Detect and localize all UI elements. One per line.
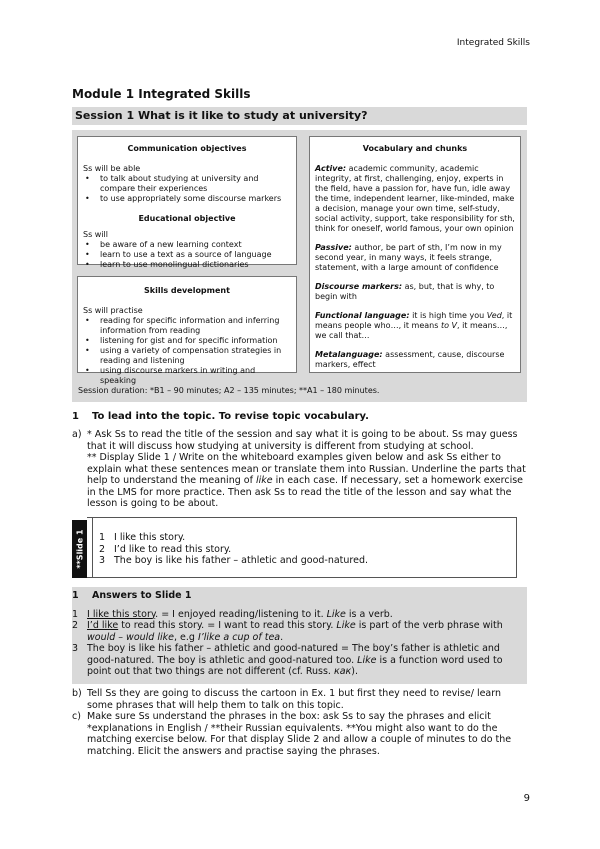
communication-objectives-heading: Communication objectives — [127, 144, 247, 153]
answer-number: 1 — [72, 608, 79, 620]
section-heading-text: To lead into the topic. To revise topic vocabulary. — [92, 411, 369, 422]
metalanguage-text: assessment, cause, discourse markers, effect — [315, 350, 505, 369]
discourse-label: Discourse markers: — [315, 282, 403, 291]
functional-text: , it means…, we call that… — [315, 321, 508, 340]
active-vocab — [315, 164, 515, 234]
list-item: • using a variety of compensation strategies in reading and listening — [83, 346, 291, 366]
paragraph-label: b) — [72, 688, 82, 699]
slide-line — [99, 544, 510, 556]
list-item: • learn to use a text as a source of language — [83, 250, 291, 260]
paragraph-a-text-2b: in each case. If necessary, set a homework exercise in the LMS for more practice. Then ask Ss to read the title of the lesson and say what the lesson is going to be about. — [87, 475, 524, 509]
paragraph-label: a) — [72, 429, 82, 440]
slide-1-label — [72, 520, 87, 578]
functional-text: , it means people who…, it means — [315, 311, 513, 330]
educational-list — [83, 240, 291, 270]
paragraph-b-text: Tell Ss they are going to discuss the cartoon in Ex. 1 but first they need to revise/ learn some phrases that will help them to talk on this topic. — [87, 688, 502, 711]
italic-phrase: I’like a cup of tea — [197, 631, 281, 643]
answers-heading — [72, 590, 527, 602]
answer-row — [72, 609, 527, 621]
page-number: 9 — [523, 793, 530, 804]
answer-row — [72, 643, 527, 678]
underlined-phrase: I’d like — [87, 620, 119, 631]
communication-list — [83, 174, 291, 204]
answers-panel — [72, 587, 527, 684]
underlined-phrase: I like this story — [87, 608, 156, 620]
list-item: • using discourse markers in writing and speaking — [83, 366, 291, 386]
slide-line — [99, 532, 510, 544]
answer-text: is a function word used to point out that two things are not different (cf. Russ. — [87, 654, 503, 677]
session-title: Session 1 What is it like to study at university? — [72, 107, 527, 125]
section-number: 1 — [72, 411, 79, 422]
list-item: • reading for specific information and inferring information from reading — [83, 316, 291, 336]
line-number: 1 — [99, 532, 106, 543]
session-duration: Session duration: *B1 – 90 minutes; A2 – 135 minutes; **A1 – 180 minutes. — [78, 386, 380, 395]
functional-label: Functional language: — [315, 311, 410, 320]
vocabulary-box — [309, 136, 521, 373]
russian-word: как — [333, 666, 352, 677]
paragraph-a-text-2a: ** Display Slide 1 / Write on the whiteboard examples given below and ask Ss either to explain what these sentences mean or translate them into Russian. Underline the parts that help to understand the meaning of — [87, 452, 526, 486]
active-text: academic community, academic integrity, at first, challenging, enjoy, experts in the field, have a passion for, have fun, idle away the time, independent learner, like-minded, make a decision, manage your own time, self-study, social activity, support, take responsibility for sth, think for oneself, world famous, your own opinion — [315, 164, 515, 233]
italic-word: Like — [326, 608, 346, 620]
module-title: Module 1 Integrated Skills — [72, 87, 251, 101]
answers-heading-text: Answers to Slide 1 — [92, 590, 192, 601]
answer-text: The boy is like his father – athletic and good-natured = The boy’s father is athletic and good-natured. The boy is athletic and good-natured too. — [87, 643, 500, 666]
objectives-box — [77, 136, 297, 269]
answer-text: to read this story. = I want to read this story. — [118, 620, 337, 631]
answer-text: ). — [351, 666, 359, 677]
line-number: 3 — [99, 555, 106, 566]
line-text: I like this story. — [114, 532, 186, 543]
slide-line — [99, 555, 510, 567]
italic-word: Like — [336, 620, 356, 631]
section-1-heading — [72, 411, 369, 422]
paragraph-c-text: Make sure Ss understand the phrases in the box: ask Ss to say the phrases and elicit *explanations in English / **their Russian equivalents. **You might also want to do the matching exercise below. For that display Slide 2 and allow a couple of minutes to do the matching. Elicit the answers and practise saying the phrases. — [87, 711, 512, 757]
paragraph-a-text-2 — [87, 452, 527, 510]
paragraph-a — [72, 429, 527, 510]
list-item: • to use appropriately some discourse markers — [83, 194, 291, 204]
slide-1-label-text: **Slide 1 — [75, 529, 84, 569]
answer-text: is a verb. — [345, 608, 393, 620]
line-number: 2 — [99, 543, 106, 555]
line-text: I’d like to read this story. — [114, 543, 232, 555]
list-item: • learn to use monolingual dictionaries — [83, 260, 291, 270]
italic-phrase: would – would like — [87, 631, 174, 643]
paragraph-b — [72, 688, 527, 711]
answer-text: , e.g — [173, 631, 198, 643]
functional-text: it is high time you — [409, 311, 487, 320]
paragraph-label: c) — [72, 711, 81, 722]
list-item: • be aware of a new learning context — [83, 240, 291, 250]
active-label: Active: — [315, 164, 347, 173]
answer-text: is part of the verb phrase with — [355, 620, 503, 631]
skills-intro: Ss will practise — [83, 306, 143, 315]
discourse-markers — [315, 282, 515, 302]
metalanguage-label: Metalanguage: — [315, 350, 383, 359]
passive-label: Passive: — [315, 243, 352, 252]
functional-tov: to V — [440, 321, 457, 330]
discourse-text: as, but, that is why, to begin with — [315, 282, 495, 301]
paragraph-c — [72, 711, 527, 757]
answer-number: 2 — [72, 620, 79, 631]
like-word: like — [255, 475, 273, 486]
italic-word: Like — [357, 654, 377, 666]
skills-box — [77, 276, 297, 385]
skills-heading: Skills development — [144, 286, 230, 295]
functional-ved: Ved — [486, 311, 502, 320]
functional-language — [315, 311, 515, 341]
list-item: • to talk about studying at university and compare their experiences — [83, 174, 291, 194]
answer-text: . — [280, 631, 284, 643]
paragraph-a-text-1: * Ask Ss to read the title of the session and say what it is going to be about. Ss may guess that it will discuss how studying at university is different from studying at school. — [87, 429, 518, 452]
answer-row — [72, 620, 527, 643]
passive-text: author, be part of sth, I’m now in my second year, in many ways, it feels strange, statement, with a large amount of confidence — [315, 243, 502, 272]
list-item: • listening for gist and for specific information — [83, 336, 291, 346]
communication-intro: Ss will be able — [83, 164, 141, 173]
running-head: Integrated Skills — [456, 38, 530, 48]
answers-number: 1 — [72, 590, 79, 601]
skills-list — [83, 316, 291, 386]
answer-number: 3 — [72, 643, 79, 654]
educational-intro: Ss will — [83, 230, 108, 239]
passive-vocab — [315, 243, 515, 273]
line-text: The boy is like his father – athletic and good-natured. — [114, 555, 369, 566]
answer-text: . = I enjoyed reading/listening to it. — [155, 608, 327, 620]
slide-1-box — [92, 517, 517, 578]
educational-objective-heading: Educational objective — [138, 214, 236, 223]
metalanguage — [315, 350, 515, 370]
vocabulary-heading: Vocabulary and chunks — [362, 144, 468, 153]
